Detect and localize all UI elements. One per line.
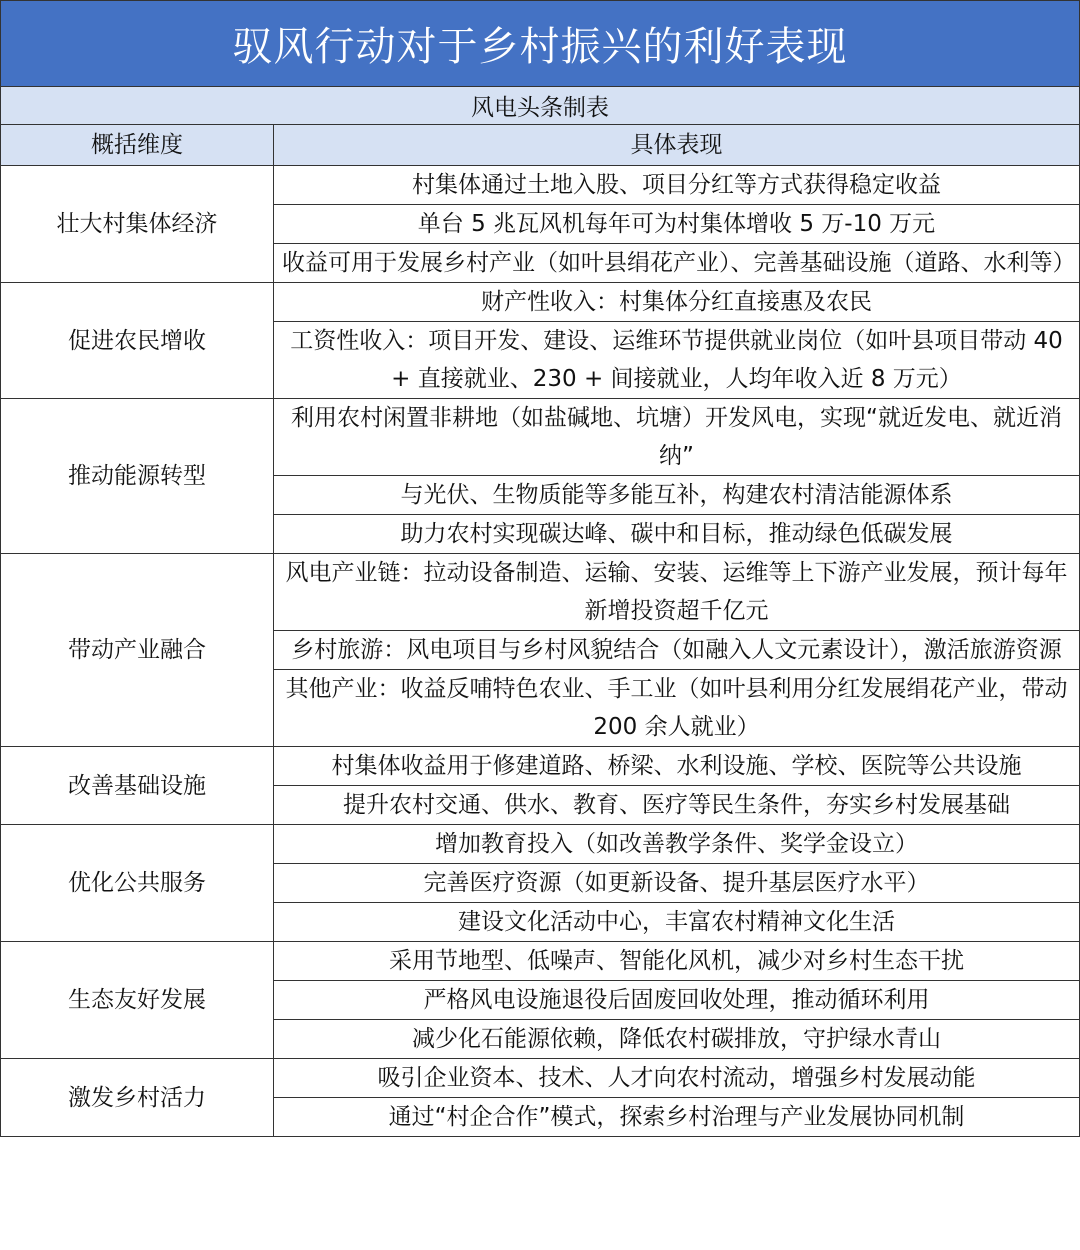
detail-cell: 与光伏、生物质能等多能互补，构建农村清洁能源体系 (274, 476, 1080, 515)
table-row (1, 399, 1080, 476)
dimension-cell: 生态友好发展 (1, 942, 274, 1059)
table-row (1, 166, 1080, 205)
detail-cell: 其他产业：收益反哺特色农业、手工业（如叶县利用分红发展绢花产业，带动 200 余人就业） (274, 670, 1080, 747)
detail-cell: 村集体通过土地入股、项目分红等方式获得稳定收益 (274, 166, 1080, 205)
dimension-cell: 促进农民增收 (1, 283, 274, 399)
detail-cell: 利用农村闲置非耕地（如盐碱地、坑塘）开发风电，实现“就近发电、就近消纳” (274, 399, 1080, 476)
detail-cell: 村集体收益用于修建道路、桥梁、水利设施、学校、医院等公共设施 (274, 747, 1080, 786)
table-title: 驭风行动对于乡村振兴的利好表现 (0, 0, 1080, 86)
table-row (1, 554, 1080, 631)
detail-cell: 吸引企业资本、技术、人才向农村流动，增强乡村发展动能 (274, 1059, 1080, 1098)
dimension-cell: 带动产业融合 (1, 554, 274, 747)
detail-cell: 工资性收入：项目开发、建设、运维环节提供就业岗位（如叶县项目带动 40 + 直接就业、230 + 间接就业，人均年收入近 8 万元） (274, 322, 1080, 399)
detail-cell: 收益可用于发展乡村产业（如叶县绢花产业）、完善基础设施（道路、水利等） (274, 244, 1080, 283)
detail-cell: 财产性收入：村集体分红直接惠及农民 (274, 283, 1080, 322)
benefit-table (0, 124, 1080, 1137)
detail-cell: 严格风电设施退役后固废回收处理，推动循环利用 (274, 981, 1080, 1020)
table-row (1, 1059, 1080, 1098)
table-subtitle: 风电头条制表 (0, 86, 1080, 124)
dimension-cell: 改善基础设施 (1, 747, 274, 825)
table-row (1, 825, 1080, 864)
table-row (1, 283, 1080, 322)
detail-cell: 建设文化活动中心，丰富农村精神文化生活 (274, 903, 1080, 942)
detail-cell: 风电产业链：拉动设备制造、运输、安装、运维等上下游产业发展，预计每年新增投资超千亿元 (274, 554, 1080, 631)
header-dimension: 概括维度 (1, 125, 274, 166)
table-row (1, 942, 1080, 981)
detail-cell: 采用节地型、低噪声、智能化风机，减少对乡村生态干扰 (274, 942, 1080, 981)
header-row (1, 125, 1080, 166)
detail-cell: 乡村旅游：风电项目与乡村风貌结合（如融入人文元素设计），激活旅游资源 (274, 631, 1080, 670)
dimension-cell: 壮大村集体经济 (1, 166, 274, 283)
dimension-cell: 优化公共服务 (1, 825, 274, 942)
detail-cell: 减少化石能源依赖，降低农村碳排放，守护绿水青山 (274, 1020, 1080, 1059)
table-row (1, 747, 1080, 786)
detail-cell: 助力农村实现碳达峰、碳中和目标，推动绿色低碳发展 (274, 515, 1080, 554)
dimension-cell: 推动能源转型 (1, 399, 274, 554)
detail-cell: 完善医疗资源（如更新设备、提升基层医疗水平） (274, 864, 1080, 903)
detail-cell: 增加教育投入（如改善教学条件、奖学金设立） (274, 825, 1080, 864)
detail-cell: 提升农村交通、供水、教育、医疗等民生条件，夯实乡村发展基础 (274, 786, 1080, 825)
detail-cell: 通过“村企合作”模式，探索乡村治理与产业发展协同机制 (274, 1098, 1080, 1137)
dimension-cell: 激发乡村活力 (1, 1059, 274, 1137)
detail-cell: 单台 5 兆瓦风机每年可为村集体增收 5 万-10 万元 (274, 205, 1080, 244)
header-detail: 具体表现 (274, 125, 1080, 166)
